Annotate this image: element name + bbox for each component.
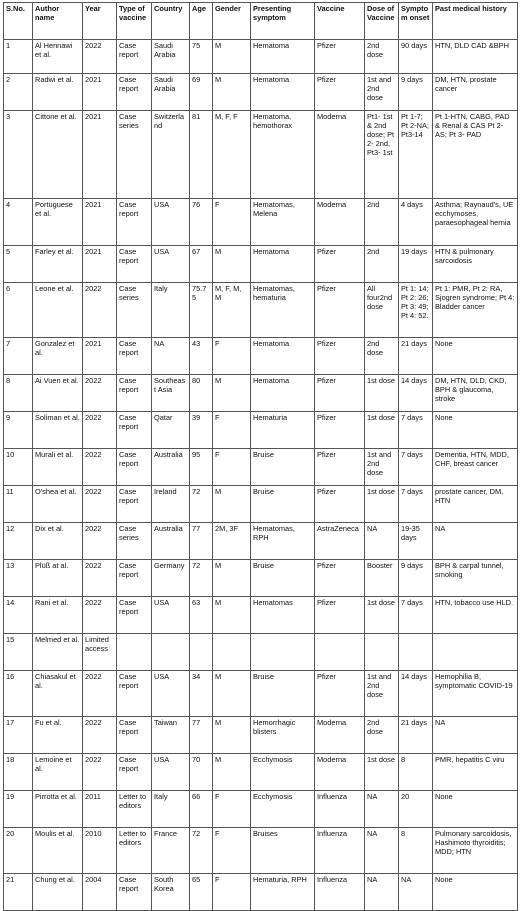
table-cell — [399, 634, 433, 671]
table-cell: Influenza — [315, 828, 365, 874]
table-row — [4, 111, 518, 199]
header-cell: Gender — [213, 3, 251, 40]
table-cell: 6 — [4, 283, 33, 338]
table-cell: 7 — [4, 338, 33, 375]
table-cell: Ecchymosis — [251, 754, 315, 791]
table-cell: M, F, M, M — [213, 283, 251, 338]
table-cell: Hematoma — [251, 246, 315, 283]
table-cell: 2010 — [83, 828, 117, 874]
table-cell: 1st dose — [365, 486, 399, 523]
table-cell: 67 — [190, 246, 213, 283]
table-cell: USA — [152, 597, 190, 634]
table-cell: Bruise — [251, 449, 315, 486]
table-row — [4, 754, 518, 791]
table-row — [4, 523, 518, 560]
table-row — [4, 634, 518, 671]
header-row — [4, 3, 518, 40]
table-cell: Qatar — [152, 412, 190, 449]
table-cell — [152, 634, 190, 671]
table-cell: 2022 — [83, 717, 117, 754]
table-cell: USA — [152, 671, 190, 717]
table-cell: 14 days — [399, 375, 433, 412]
table-cell: Pfizer — [315, 375, 365, 412]
table-cell: Booster — [365, 560, 399, 597]
header-cell: Age — [190, 3, 213, 40]
table-cell: M — [213, 754, 251, 791]
table-cell: 2022 — [83, 449, 117, 486]
table-cell: Al Hennawi et al. — [33, 40, 83, 74]
table-cell: F — [213, 412, 251, 449]
table-cell: Case series — [117, 283, 152, 338]
table-cell: 2022 — [83, 40, 117, 74]
table-cell: 21 days — [399, 338, 433, 375]
header-cell: Past medical history — [433, 3, 518, 40]
table-cell: Ai Vuen et al. — [33, 375, 83, 412]
table-cell: Influenza — [315, 791, 365, 828]
table-cell: Pt 1-7; Pt 2-NA; Pt3-14 — [399, 111, 433, 199]
table-cell: Moulis et al. — [33, 828, 83, 874]
header-cell: Symptom onset — [399, 3, 433, 40]
table-cell: HTN, DLD CAD &BPH — [433, 40, 518, 74]
table-cell: 95 — [190, 449, 213, 486]
table-cell: 2022 — [83, 560, 117, 597]
table-cell: NA — [365, 791, 399, 828]
table-cell: 2021 — [83, 246, 117, 283]
table-cell: 19 days — [399, 246, 433, 283]
table-cell: Moderna — [315, 111, 365, 199]
table-cell: Hematoma — [251, 338, 315, 375]
table-cell: BPH & carpal tunnel, smoking — [433, 560, 518, 597]
table-cell: Asthma; Raynaud's, UE ecchymoses, paraesophageal hernia — [433, 199, 518, 246]
table-cell: Hematomas, Melena — [251, 199, 315, 246]
table-row — [4, 74, 518, 111]
table-cell: Taiwan — [152, 717, 190, 754]
table-cell: Pfizer — [315, 246, 365, 283]
table-cell: NA — [365, 523, 399, 560]
table-cell: 80 — [190, 375, 213, 412]
table-cell: 4 days — [399, 199, 433, 246]
table-cell: Bruises — [251, 828, 315, 874]
table-cell: DM, HTN, DLD, CKD, BPH & glaucoma, stroke — [433, 375, 518, 412]
table-cell: Case report — [117, 597, 152, 634]
table-cell: 19-35 days — [399, 523, 433, 560]
table-cell: Italy — [152, 283, 190, 338]
case-table — [3, 2, 518, 911]
table-cell: Pt 1: 14; Pt 2: 26; Pt 3: 49; Pt 4: 52. — [399, 283, 433, 338]
table-cell: Soliman et al. — [33, 412, 83, 449]
table-cell: M — [213, 717, 251, 754]
table-cell: 2022 — [83, 597, 117, 634]
table-cell: 8 — [4, 375, 33, 412]
table-cell: 20 — [399, 791, 433, 828]
table-cell: Case report — [117, 246, 152, 283]
table-cell: M — [213, 560, 251, 597]
table-cell: Leone et al. — [33, 283, 83, 338]
table-row — [4, 671, 518, 717]
table-cell: M — [213, 40, 251, 74]
table-cell: Case report — [117, 338, 152, 375]
table-cell: Chung et al. — [33, 874, 83, 911]
table-cell: None — [433, 874, 518, 911]
table-cell — [190, 634, 213, 671]
table-cell: 2022 — [83, 754, 117, 791]
table-cell: Bruise — [251, 671, 315, 717]
table-cell: 3 — [4, 111, 33, 199]
table-cell — [365, 634, 399, 671]
table-cell: M, F, F — [213, 111, 251, 199]
table-cell: M — [213, 671, 251, 717]
table-cell: USA — [152, 199, 190, 246]
table-cell: Case report — [117, 74, 152, 111]
table-cell: HTN, tobacco use HLD. — [433, 597, 518, 634]
table-cell: Germany — [152, 560, 190, 597]
table-cell: Limited access — [83, 634, 117, 671]
table-cell: 17 — [4, 717, 33, 754]
table-cell: M — [213, 74, 251, 111]
table-cell: Case report — [117, 40, 152, 74]
table-cell: 21 — [4, 874, 33, 911]
header-cell: Dose of Vaccine — [365, 3, 399, 40]
table-cell: 11 — [4, 486, 33, 523]
table-cell: Bruise — [251, 486, 315, 523]
table-cell: 2022 — [83, 375, 117, 412]
table-cell: Plüß at al. — [33, 560, 83, 597]
table-cell: 39 — [190, 412, 213, 449]
table-cell: Pfizer — [315, 283, 365, 338]
table-cell: None — [433, 412, 518, 449]
table-cell: Radwi et al. — [33, 74, 83, 111]
table-cell: 7 days — [399, 449, 433, 486]
table-cell: Case report — [117, 717, 152, 754]
table-cell: Case report — [117, 412, 152, 449]
table-cell: 8 — [399, 754, 433, 791]
table-cell: 7 days — [399, 486, 433, 523]
table-cell: Letter to editors — [117, 828, 152, 874]
header-cell: Vaccine — [315, 3, 365, 40]
table-cell: Pfizer — [315, 486, 365, 523]
table-cell: Switzerland — [152, 111, 190, 199]
table-cell: All four2nd dose — [365, 283, 399, 338]
table-cell: Hematomas, hematuria — [251, 283, 315, 338]
table-cell: 72 — [190, 828, 213, 874]
table-cell: 19 — [4, 791, 33, 828]
table-cell: Case report — [117, 671, 152, 717]
table-cell: Hemophilia B, symptomatic COVID-19 — [433, 671, 518, 717]
table-cell: NA — [433, 717, 518, 754]
table-cell: NA — [365, 874, 399, 911]
table-cell: Rani et al. — [33, 597, 83, 634]
table-row — [4, 874, 518, 911]
table-cell: Pfizer — [315, 449, 365, 486]
table-cell: M — [213, 486, 251, 523]
table-cell: 10 — [4, 449, 33, 486]
table-cell: Hematoma — [251, 375, 315, 412]
table-row — [4, 338, 518, 375]
table-cell: Bruise — [251, 560, 315, 597]
table-cell: 72 — [190, 560, 213, 597]
table-cell: 14 — [4, 597, 33, 634]
table-cell: 9 days — [399, 74, 433, 111]
table-cell: 2004 — [83, 874, 117, 911]
table-cell: Case report — [117, 449, 152, 486]
table-cell: 14 days — [399, 671, 433, 717]
table-row — [4, 40, 518, 74]
table-row — [4, 449, 518, 486]
table-cell: USA — [152, 246, 190, 283]
table-cell: Cittone et al. — [33, 111, 83, 199]
table-cell: 2021 — [83, 338, 117, 375]
table-cell: Influenza — [315, 874, 365, 911]
table-cell: 21 days — [399, 717, 433, 754]
table-cell: 2022 — [83, 523, 117, 560]
table-cell: Pt 1-HTN, CABG, PAD & Renal & CAS Pt 2-AS; Pt 3- PAD — [433, 111, 518, 199]
table-cell: Pfizer — [315, 560, 365, 597]
table-cell: Pfizer — [315, 412, 365, 449]
table-cell: Australia — [152, 523, 190, 560]
table-cell: Case report — [117, 874, 152, 911]
table-cell: 2011 — [83, 791, 117, 828]
table-cell: Italy — [152, 791, 190, 828]
table-cell: 2 — [4, 74, 33, 111]
table-cell: 12 — [4, 523, 33, 560]
table-cell: Saudi Arabia — [152, 74, 190, 111]
table-cell: M — [213, 246, 251, 283]
table-cell: 1st and 2nd dose — [365, 74, 399, 111]
header-cell: Year — [83, 3, 117, 40]
table-cell: 13 — [4, 560, 33, 597]
table-cell: 4 — [4, 199, 33, 246]
table-cell: Case report — [117, 754, 152, 791]
table-cell: Saudi Arabia — [152, 40, 190, 74]
table-cell: Dix et al. — [33, 523, 83, 560]
table-cell: Fu et al. — [33, 717, 83, 754]
table-cell: 1 — [4, 40, 33, 74]
table-row — [4, 791, 518, 828]
table-cell: 2022 — [83, 283, 117, 338]
table-row — [4, 412, 518, 449]
table-cell: Murali et al. — [33, 449, 83, 486]
table-cell: France — [152, 828, 190, 874]
table-cell: USA — [152, 754, 190, 791]
table-cell: 2nd dose — [365, 717, 399, 754]
table-cell: F — [213, 791, 251, 828]
table-cell: F — [213, 449, 251, 486]
table-cell: Pt1- 1st & 2nd dose; Pt 2- 2nd, Pt3- 1st — [365, 111, 399, 199]
table-cell: Melmed et al. — [33, 634, 83, 671]
table-cell: 65 — [190, 874, 213, 911]
table-cell: 16 — [4, 671, 33, 717]
table-row — [4, 560, 518, 597]
table-cell: 9 — [4, 412, 33, 449]
table-cell: 1st dose — [365, 412, 399, 449]
table-cell: Case report — [117, 199, 152, 246]
table-cell: 75.75 — [190, 283, 213, 338]
table-cell: Ireland — [152, 486, 190, 523]
table-cell: Southeast Asia — [152, 375, 190, 412]
table-cell: Ecchymosis — [251, 791, 315, 828]
table-row — [4, 717, 518, 754]
table-cell: 63 — [190, 597, 213, 634]
table-cell: AstraZeneca — [315, 523, 365, 560]
table-row — [4, 246, 518, 283]
table-cell: 20 — [4, 828, 33, 874]
table-cell: 77 — [190, 523, 213, 560]
table-cell: 70 — [190, 754, 213, 791]
table-cell: 1st dose — [365, 375, 399, 412]
table-cell: 2022 — [83, 412, 117, 449]
table-cell: Pirrotta et al. — [33, 791, 83, 828]
table-cell: 8 — [399, 828, 433, 874]
table-cell: NA — [152, 338, 190, 375]
table-cell: South Korea — [152, 874, 190, 911]
table-cell: Pfizer — [315, 671, 365, 717]
table-cell: None — [433, 338, 518, 375]
table-cell: 66 — [190, 791, 213, 828]
table-cell: Portuguese et al. — [33, 199, 83, 246]
table-cell: Pfizer — [315, 338, 365, 375]
table-cell: 2021 — [83, 199, 117, 246]
header-cell: Author name — [33, 3, 83, 40]
table-cell — [315, 634, 365, 671]
table-cell: Case report — [117, 560, 152, 597]
table-row — [4, 828, 518, 874]
table-cell: Hemorrhagic blisters — [251, 717, 315, 754]
table-cell: 15 — [4, 634, 33, 671]
table-cell: HTN & pulmonary sarcoidosis — [433, 246, 518, 283]
table-cell: M — [213, 597, 251, 634]
table-cell — [117, 634, 152, 671]
table-cell: 1st dose — [365, 597, 399, 634]
table-cell: 90 days — [399, 40, 433, 74]
header-cell: Presenting symptom — [251, 3, 315, 40]
table-cell: Dementia, HTN, MDD, CHF, breast cancer — [433, 449, 518, 486]
table-cell: Pfizer — [315, 40, 365, 74]
table-cell: Hematoma — [251, 74, 315, 111]
table-cell: Hematuria — [251, 412, 315, 449]
table-cell: Case series — [117, 523, 152, 560]
table-cell: PMR, hepatitis C viru — [433, 754, 518, 791]
table-cell: 72 — [190, 486, 213, 523]
table-cell: 18 — [4, 754, 33, 791]
header-cell: Country — [152, 3, 190, 40]
table-cell: 2M, 3F — [213, 523, 251, 560]
table-cell: Lemoine et al. — [33, 754, 83, 791]
table-cell: Hematoma — [251, 40, 315, 74]
table-cell: F — [213, 199, 251, 246]
table-cell: M — [213, 375, 251, 412]
table-cell: Australia — [152, 449, 190, 486]
table-cell: 2nd — [365, 199, 399, 246]
table-row — [4, 486, 518, 523]
table-cell: Hematoma, hemothorax — [251, 111, 315, 199]
table-cell: 1st and 2nd dose — [365, 671, 399, 717]
table-cell: Pfizer — [315, 597, 365, 634]
table-cell: Moderna — [315, 717, 365, 754]
table-cell: 2021 — [83, 74, 117, 111]
table-cell — [213, 634, 251, 671]
table-cell: 1st and 2nd dose — [365, 449, 399, 486]
table-cell: Hematomas — [251, 597, 315, 634]
table-cell: Pt 1: PMR, Pt 2: RA, Sjogren syndrome; Pt 4: Bladder cancer — [433, 283, 518, 338]
table-cell: 69 — [190, 74, 213, 111]
table-cell: 7 days — [399, 412, 433, 449]
table-cell: 1st dose — [365, 754, 399, 791]
table-cell: Letter to editors — [117, 791, 152, 828]
table-cell: 7 days — [399, 597, 433, 634]
table-cell: Hematuria, RPH — [251, 874, 315, 911]
table-cell: Chiasakul et al. — [33, 671, 83, 717]
table-cell: 5 — [4, 246, 33, 283]
table-cell: 2nd — [365, 246, 399, 283]
table-body — [4, 40, 518, 911]
table-cell: NA — [399, 874, 433, 911]
table-cell: Pfizer — [315, 74, 365, 111]
table-cell: F — [213, 338, 251, 375]
table-cell: Farley et al. — [33, 246, 83, 283]
table-cell: NA — [365, 828, 399, 874]
table-cell: Case series — [117, 111, 152, 199]
table-cell: Gonzalez et al. — [33, 338, 83, 375]
table-cell: 81 — [190, 111, 213, 199]
table-cell: Case report — [117, 375, 152, 412]
table-cell: 77 — [190, 717, 213, 754]
table-row — [4, 597, 518, 634]
table-cell — [433, 634, 518, 671]
table-cell: 75 — [190, 40, 213, 74]
table-cell: O'shea et al. — [33, 486, 83, 523]
table-cell: 2021 — [83, 111, 117, 199]
table-cell: Moderna — [315, 754, 365, 791]
header-cell: S.No. — [4, 3, 33, 40]
table-cell: 2022 — [83, 671, 117, 717]
header-cell: Type of vaccine — [117, 3, 152, 40]
table-row — [4, 375, 518, 412]
table-row — [4, 199, 518, 246]
table-cell: NA — [433, 523, 518, 560]
table-cell: Hematomas, RPH — [251, 523, 315, 560]
table-cell: 34 — [190, 671, 213, 717]
table-cell: prostate cancer, DM, HTN — [433, 486, 518, 523]
table-cell: F — [213, 874, 251, 911]
table-cell: DM, HTN, prostate cancer — [433, 74, 518, 111]
table-cell: 9 days — [399, 560, 433, 597]
table-cell: 43 — [190, 338, 213, 375]
table-cell: F — [213, 828, 251, 874]
table-row — [4, 283, 518, 338]
table-cell: 2022 — [83, 486, 117, 523]
table-cell: Case report — [117, 486, 152, 523]
table-cell: 2nd dose — [365, 338, 399, 375]
table-cell: 76 — [190, 199, 213, 246]
table-cell: Pulmonary sarcoidosis, Hashimoto thyroiditis; MDD; HTN — [433, 828, 518, 874]
table-cell: Moderna — [315, 199, 365, 246]
table-cell — [251, 634, 315, 671]
table-cell: None — [433, 791, 518, 828]
table-cell: 2nd dose — [365, 40, 399, 74]
